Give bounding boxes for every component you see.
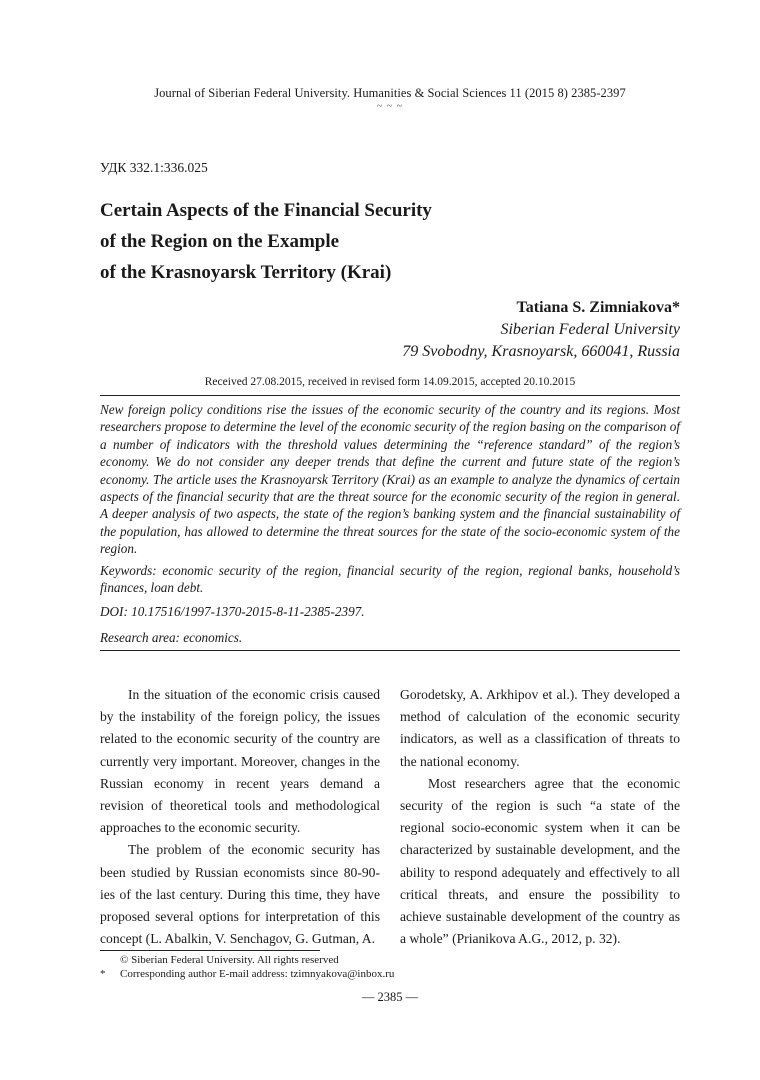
body-paragraph: Most researchers agree that the economic security of the region is such “a state of the regional socio-economic system when it can be characterized by sustainable development, and the ability to respond adequately and effectively to all critical threats, and ensure the possibility to achieve sustainable development of the country as a whole” (Prianikova A.G., 2012, p. 32). [400,775,680,947]
body-paragraph: In the situation of the economic crisis caused by the instability of the foreign policy, the issues related to the economic security of the country are currently very important. Moreover, changes in the Russian economy in recent years demand a revision of theoretical tools and methodological approaches to the economic security. [100,687,380,836]
body-paragraph: Gorodetsky, A. Arkhipov et al.). They developed a method of calculation of the economic security indicators, as well as a classification of threats to the national economy. [400,687,680,769]
author-address: 79 Svobodny, Krasnoyarsk, 660041, Russia [402,343,680,360]
abstract-bottom-rule [100,650,680,651]
journal-header: Journal of Siberian Federal University. Humanities & Social Sciences 11 (2015 8) 2385-2397 [154,86,626,100]
footnote-corresponding [100,967,394,981]
udk-code: УДК 332.1:336.025 [100,160,208,175]
title-line: of the Region on the Example [100,231,340,252]
footnote-text: © Siberian Federal University. All rights reserved [120,954,339,966]
keywords: Keywords: economic security of the region, financial security of the region, regional banks, household’s finances, loan debt. [100,563,680,596]
author-block [402,297,680,363]
body-paragraph: The problem of the economic security has been studied by Russian economists since 80-90-ies of the last century. During this time, they have proposed several options for interpretation of this concept (L. Abalkin, V. Senchagov, G. Gutman, A. [100,842,380,947]
header-ornament: ~ ~ ~ [376,101,404,112]
page-number: — 2385 — [361,990,419,1004]
body-column-left [100,684,380,950]
author-affiliation: Siberian Federal University [500,321,680,338]
body-column-right [400,684,680,950]
doi: DOI: 10.17516/1997-1370-2015-8-11-2385-2397. [100,604,365,619]
footnote-text: Corresponding author E-mail address: tzimnyakova@inbox.ru [120,968,395,980]
abstract-top-rule [100,395,680,396]
author-name: Tatiana S. Zimniakova* [516,299,680,316]
abstract: New foreign policy conditions rise the issues of the economic security of the country and its regions. Most researchers propose to determine the level of the economic security of the region basing on the comparison of a number of indicators with the threshold values determining the “reference standard” of the region’s economy. We do not consider any deeper trends that define the current and future state of the region’s economy. The article uses the Krasnoyarsk Territory (Krai) as an example to analyze the dynamics of certain aspects of the financial security that are the threat source for the economic security of the region in general. A deeper analysis of two aspects, the state of the region’s banking system and the financial sustainability of the population, has allowed to determine the threat sources for the state of the socio-economic system of the region. [100,402,680,557]
footnote-mark: * [100,968,106,980]
received-dates: Received 27.08.2015, received in revised form 14.09.2015, accepted 20.10.2015 [204,376,576,388]
title-line: Certain Aspects of the Financial Security [100,200,432,221]
title-line: of the Krasnoyarsk Territory (Krai) [100,262,392,283]
article-title [100,195,620,288]
research-area: Research area: economics. [100,630,243,645]
footnote-rule [100,950,320,951]
footnote-copyright [100,953,339,967]
